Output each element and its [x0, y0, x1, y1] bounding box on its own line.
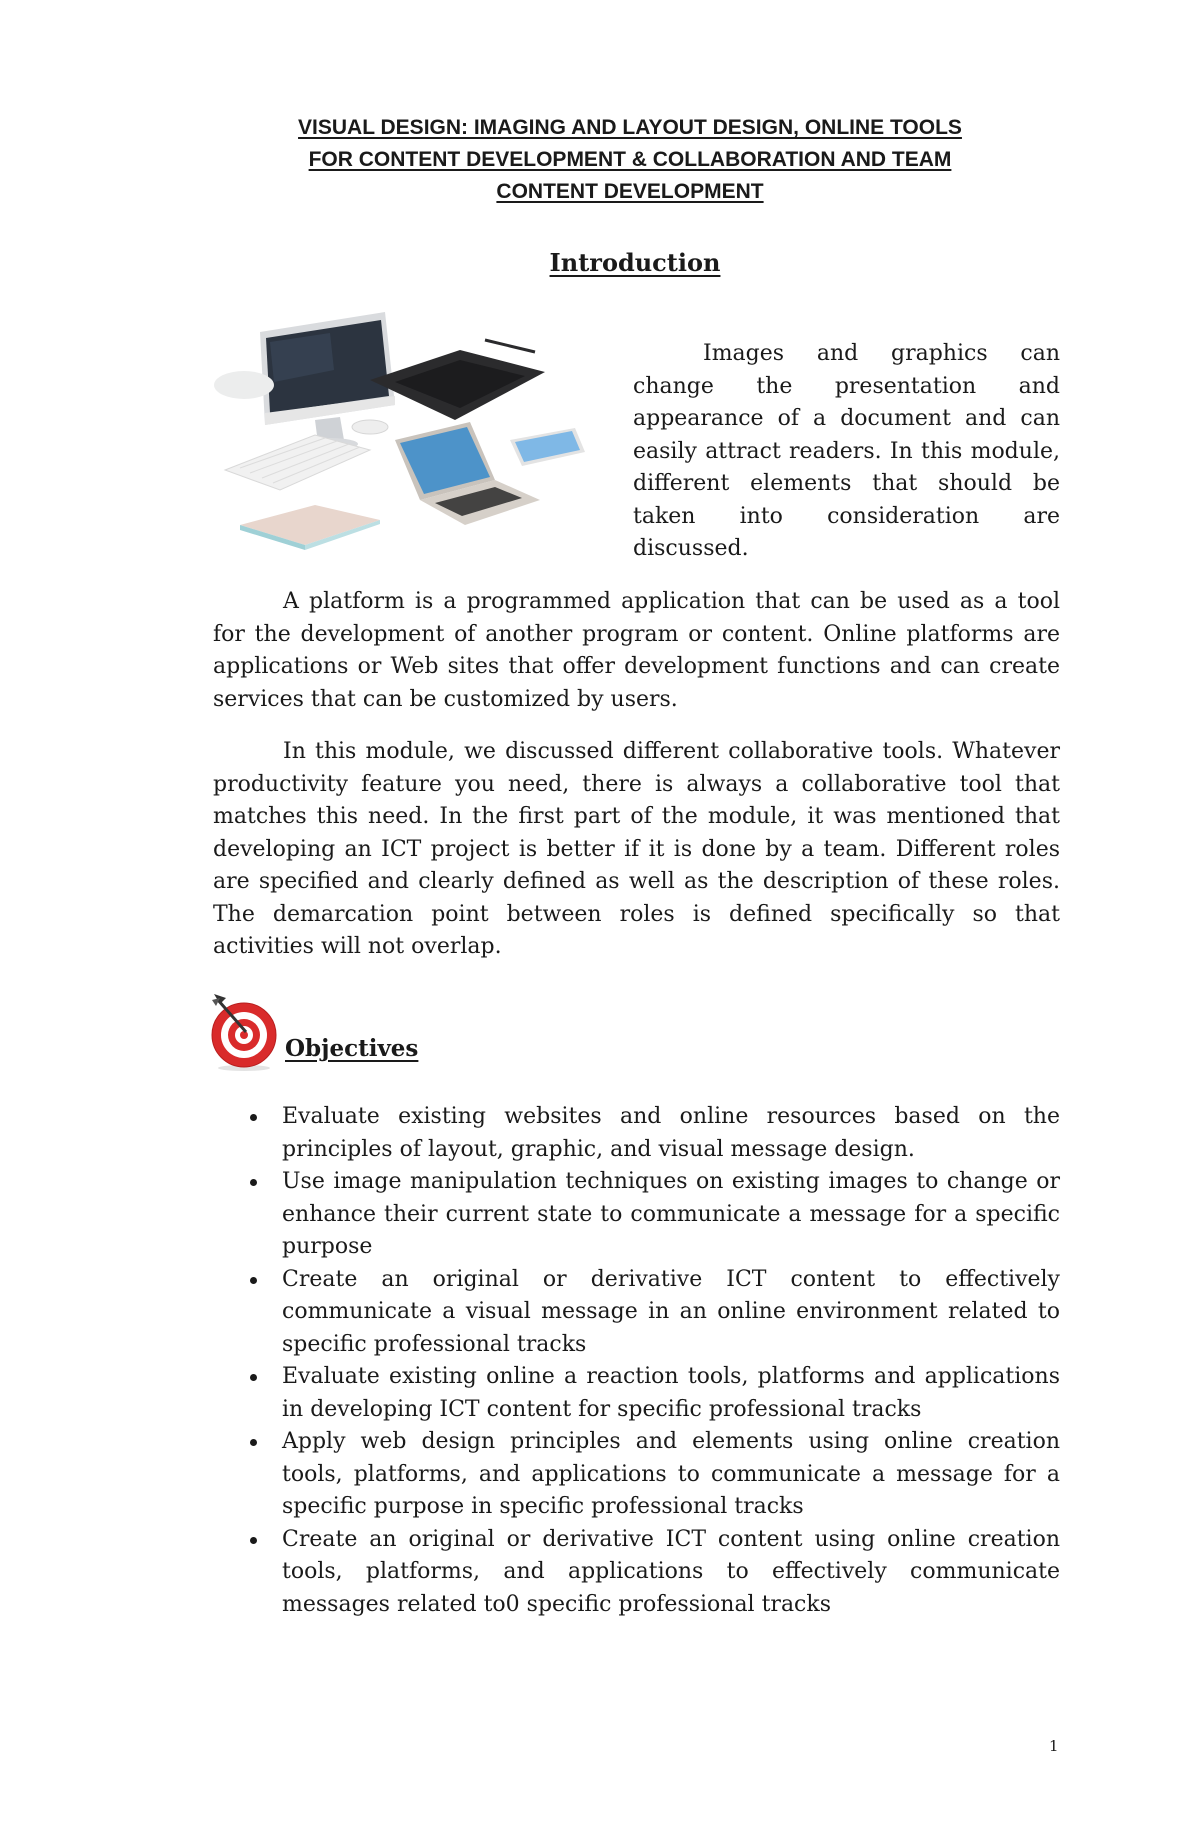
devices-illustration [210, 310, 620, 560]
mouse-icon [352, 420, 388, 434]
objective-item: Create an original or derivative ICT content using online creation tools, platforms, and applications to effectively communicate messages related to0 specific professional tracks [248, 1524, 1060, 1622]
target-dart-icon [210, 990, 288, 1072]
title-line-2: FOR CONTENT DEVELOPMENT & COLLABORATION AND TEAM [308, 148, 952, 171]
introduction-heading: Introduction [549, 248, 721, 277]
intro-paragraph-1: Images and graphics can change the presentation and appearance of a document and can easily attract readers. In this module, different elements that should be taken into consideration are discussed. [633, 341, 1060, 561]
smartphone-icon [510, 428, 585, 466]
objective-item: Evaluate existing websites and online resources based on the principles of layout, graphic, and visual message design. [248, 1101, 1060, 1166]
objectives-list [248, 1101, 1060, 1621]
objective-item: Use image manipulation techniques on existing images to change or enhance their current state to communicate a message for a specific purpose [248, 1166, 1060, 1264]
document-title [215, 112, 1045, 208]
closed-laptop-icon [240, 505, 380, 550]
laptop-icon [395, 422, 540, 525]
drawing-tablet-icon [370, 340, 545, 420]
page-number: 1 [1049, 1737, 1059, 1755]
intro-paragraph-2: A platform is a programmed application that can be used as a tool for the development of another program or content. Online platforms are applications or Web sites that offer development functions and can create services that can be customized by users. [213, 589, 1060, 712]
title-line-3: CONTENT DEVELOPMENT [496, 180, 764, 203]
objective-item: Evaluate existing online a reaction tools, platforms and applications in developing ICT content for specific professional tracks [248, 1361, 1060, 1426]
objectives-heading: Objectives [285, 1035, 419, 1062]
title-line-1: VISUAL DESIGN: IMAGING AND LAYOUT DESIGN, ONLINE TOOLS [298, 116, 962, 139]
intro-paragraph-3: In this module, we discussed different collaborative tools. Whatever productivity feature you need, there is always a collaborative tool that matches this need. In the first part of the module, it was mentioned that developing an ICT project is better if it is done by a team. Different roles are specified and clearly defined as well as the description of these roles. The demarcation point between roles is defined specifically so that activities will not overlap. [213, 739, 1060, 959]
objective-item: Create an original or derivative ICT content to effectively communicate a visual message in an online environment related to specific professional tracks [248, 1264, 1060, 1362]
objective-item: Apply web design principles and elements using online creation tools, platforms, and applications to communicate a message for a specific purpose in specific professional tracks [248, 1426, 1060, 1524]
